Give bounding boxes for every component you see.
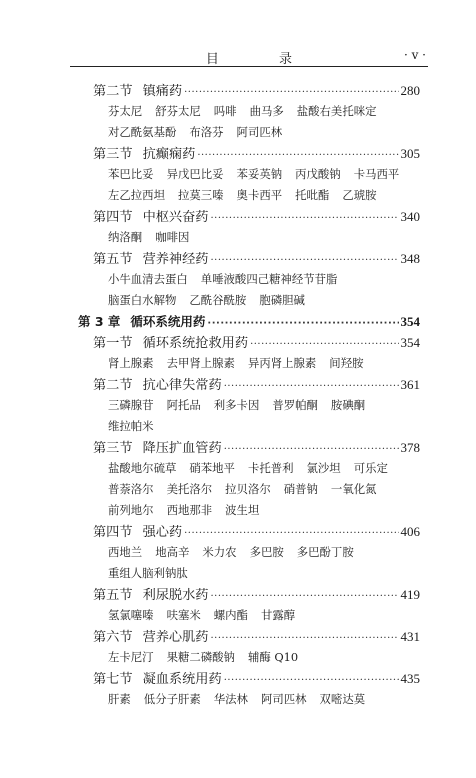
- toc-drug-name: 小牛血清去蛋白: [108, 272, 188, 286]
- toc-leader-dots: [224, 439, 399, 460]
- toc-entry-title: 营养神经药: [142, 252, 209, 267]
- toc-drug-name: 西地那非: [166, 503, 213, 517]
- toc-entry-number: 第一节: [93, 336, 133, 351]
- toc-drug-list: [78, 122, 420, 143]
- toc-drug-name: 美托洛尔: [166, 482, 213, 496]
- header-page-number: · v ·: [403, 48, 426, 62]
- toc-drug-name: 乙琥胺: [342, 188, 377, 202]
- toc-entry-title: 抗心律失常药: [142, 378, 222, 393]
- toc-entry-number: 第三节: [93, 441, 133, 456]
- toc-drug-name: 辅酶 Q10: [247, 650, 299, 664]
- toc-drug-name: 间羟胺: [329, 356, 364, 370]
- toc-drug-list: [78, 290, 420, 311]
- toc-drug-name: 硝苯地平: [189, 461, 235, 475]
- toc-drug-name: 布洛芬: [189, 125, 224, 139]
- toc-drug-name: 地高辛: [155, 545, 190, 559]
- toc-drug-name: 舒芬太尼: [155, 104, 201, 118]
- toc-drug-list: [78, 563, 420, 584]
- toc-drug-name: 利多卡因: [213, 398, 260, 412]
- toc-drug-list: [78, 689, 420, 710]
- toc-drug-list: [78, 395, 420, 416]
- toc-section-entry[interactable]: [78, 374, 420, 395]
- running-header: [70, 46, 428, 67]
- toc-page-number: 280: [400, 83, 420, 98]
- toc-drug-name: 多巴酚丁胺: [296, 545, 354, 559]
- toc-drug-name: 西地兰: [108, 545, 143, 559]
- toc-entry-number: 第五节: [93, 252, 133, 267]
- toc-drug-name: 纳洛酮: [108, 230, 143, 244]
- toc-drug-name: 普罗帕酮: [272, 398, 318, 412]
- toc-drug-list: [78, 269, 420, 290]
- toc-entry-number: 第四节: [93, 525, 133, 540]
- toc-page-number: 431: [400, 629, 420, 644]
- toc-section-entry[interactable]: [78, 668, 420, 689]
- toc-drug-name: 拉贝洛尔: [225, 482, 271, 496]
- toc-leader-dots: [211, 628, 399, 649]
- toc-entry-number: 第五节: [93, 588, 133, 603]
- toc-section-entry[interactable]: [78, 521, 420, 542]
- toc-entry-title: 利尿脱水药: [142, 588, 209, 603]
- toc-entry-number: 第二节: [93, 84, 133, 99]
- toc-entry-number: 第三节: [93, 147, 133, 162]
- toc-leader-dots: [211, 586, 399, 607]
- toc-drug-name: 对乙酰氨基酚: [108, 125, 177, 139]
- toc-drug-list: [78, 647, 420, 668]
- toc-drug-name: 吗啡: [213, 104, 237, 118]
- toc-leader-dots: [197, 145, 398, 166]
- toc-drug-name: 波生坦: [225, 503, 260, 517]
- toc-drug-name: 单唾液酸四己糖神经节苷脂: [200, 272, 338, 286]
- toc-drug-list: [78, 101, 420, 122]
- toc-drug-name: 螺内酯: [213, 608, 248, 622]
- toc-drug-list: [78, 227, 420, 248]
- toc-leader-dots: [211, 250, 399, 271]
- toc-section-entry[interactable]: [78, 626, 420, 647]
- toc-drug-name: 多巴胺: [249, 545, 284, 559]
- table-of-contents: [78, 80, 420, 710]
- toc-drug-name: 卡托普利: [247, 461, 294, 475]
- toc-drug-name: 盐酸右美托咪定: [296, 104, 377, 118]
- toc-page-number: 354: [400, 314, 420, 329]
- toc-drug-list: [78, 500, 420, 521]
- toc-leader-dots: [207, 313, 398, 334]
- toc-drug-name: 芬太尼: [108, 104, 143, 118]
- toc-drug-name: 丙戊酸钠: [295, 167, 341, 181]
- toc-entry-title: 抗癫痫药: [142, 147, 196, 162]
- toc-drug-name: 三磷腺苷: [108, 398, 154, 412]
- toc-drug-name: 普萘洛尔: [108, 482, 154, 496]
- toc-section-entry[interactable]: [78, 437, 420, 458]
- toc-entry-title: 中枢兴奋药: [142, 210, 209, 225]
- toc-section-entry[interactable]: [78, 143, 420, 164]
- header-title: 目 录: [205, 52, 321, 67]
- toc-drug-name: 异戊巴比妥: [166, 167, 224, 181]
- toc-drug-name: 异丙肾上腺素: [247, 356, 317, 370]
- toc-drug-name: 低分子肝素: [143, 692, 201, 706]
- toc-leader-dots: [250, 334, 398, 355]
- toc-entry-number: 第四节: [93, 210, 133, 225]
- toc-entry-title: 营养心肌药: [142, 630, 209, 645]
- toc-drug-name: 甘露醇: [260, 608, 296, 622]
- toc-drug-name: 肝素: [108, 692, 131, 706]
- toc-entry-title: 强心药: [142, 525, 183, 540]
- toc-drug-name: 曲马多: [249, 104, 284, 118]
- toc-drug-name: 呋塞米: [166, 608, 201, 622]
- toc-section-entry[interactable]: [78, 248, 420, 269]
- toc-entry-title: 循环系统用药: [130, 314, 206, 329]
- toc-drug-name: 前列地尔: [108, 503, 154, 517]
- toc-drug-name: 肾上腺素: [108, 356, 154, 370]
- toc-leader-dots: [224, 670, 399, 691]
- toc-entry-title: 凝血系统用药: [142, 672, 222, 687]
- toc-page-number: 378: [400, 440, 420, 455]
- toc-drug-name: 奥卡西平: [236, 188, 283, 202]
- toc-drug-name: 一氧化氮: [330, 482, 377, 496]
- toc-leader-dots: [184, 82, 398, 103]
- toc-section-entry[interactable]: [78, 332, 420, 353]
- toc-drug-name: 阿托品: [166, 398, 201, 412]
- toc-drug-name: 乙酰谷酰胺: [189, 293, 247, 307]
- toc-page-number: 354: [400, 335, 420, 350]
- toc-leader-dots: [224, 376, 399, 397]
- toc-section-entry[interactable]: [78, 80, 420, 101]
- toc-drug-name: 重组人脑利钠肽: [108, 566, 188, 580]
- toc-entry-title: 降压扩血管药: [142, 441, 222, 456]
- toc-entry-number: 第 3 章: [78, 314, 121, 329]
- toc-page-number: 419: [400, 587, 420, 602]
- toc-drug-name: 脑蛋白水解物: [108, 293, 177, 307]
- toc-drug-name: 氢氯噻嗪: [108, 608, 154, 622]
- toc-drug-list: [78, 164, 420, 185]
- toc-drug-name: 米力农: [202, 545, 237, 559]
- toc-entry-number: 第六节: [93, 630, 133, 645]
- toc-drug-name: 阿司匹林: [236, 125, 283, 139]
- toc-drug-name: 胺碘酮: [330, 398, 366, 412]
- toc-drug-name: 阿司匹林: [260, 692, 307, 706]
- toc-page-number: 340: [400, 209, 420, 224]
- toc-page-number: 435: [400, 671, 420, 686]
- toc-page-number: 305: [400, 146, 420, 161]
- toc-drug-name: 去甲肾上腺素: [166, 356, 235, 370]
- toc-entry-title: 循环系统抢救用药: [142, 336, 249, 351]
- toc-page-number: 406: [400, 524, 420, 539]
- toc-drug-list: [78, 185, 420, 206]
- toc-drug-list: [78, 416, 420, 437]
- toc-drug-name: 胞磷胆碱: [259, 293, 305, 307]
- toc-section-entry[interactable]: [78, 206, 420, 227]
- toc-drug-name: 卡马西平: [353, 167, 400, 181]
- toc-entry-title: 镇痛药: [142, 84, 183, 99]
- toc-drug-name: 咖啡因: [155, 230, 190, 244]
- toc-drug-name: 苯巴比妥: [108, 167, 154, 181]
- toc-drug-name: 可乐定: [353, 461, 388, 475]
- toc-drug-list: [78, 458, 420, 479]
- toc-drug-name: 双嘧达莫: [319, 692, 366, 706]
- toc-page-number: 361: [400, 377, 420, 392]
- toc-drug-name: 果糖二磷酸钠: [166, 650, 235, 664]
- toc-drug-name: 维拉帕米: [108, 419, 154, 433]
- toc-leader-dots: [184, 523, 398, 544]
- toc-entry-number: 第二节: [93, 378, 133, 393]
- toc-drug-name: 托吡酯: [295, 188, 330, 202]
- toc-section-entry[interactable]: [78, 584, 420, 605]
- toc-drug-name: 盐酸地尔硫草: [108, 461, 177, 475]
- toc-drug-name: 拉莫三嗪: [177, 188, 224, 202]
- toc-drug-name: 左乙拉西坦: [108, 188, 165, 202]
- toc-drug-list: [78, 605, 420, 626]
- toc-drug-name: 硝普钠: [283, 482, 318, 496]
- toc-page-number: 348: [400, 251, 420, 266]
- toc-leader-dots: [211, 208, 399, 229]
- toc-drug-name: 左卡尼汀: [108, 650, 154, 664]
- toc-drug-list: [78, 479, 420, 500]
- toc-drug-name: 华法林: [213, 692, 248, 706]
- toc-drug-name: 苯妥英钠: [236, 167, 283, 181]
- toc-drug-list: [78, 353, 420, 374]
- toc-chapter-entry[interactable]: [78, 311, 420, 332]
- toc-drug-list: [78, 542, 420, 563]
- toc-entry-number: 第七节: [93, 672, 133, 687]
- toc-drug-name: 氯沙坦: [306, 461, 341, 475]
